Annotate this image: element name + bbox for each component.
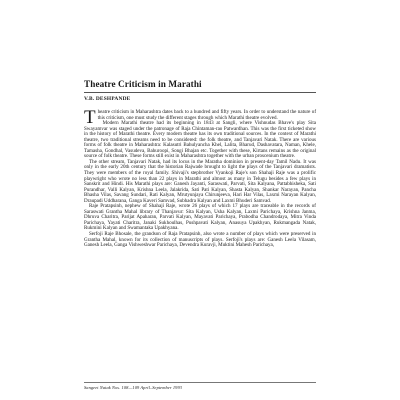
title-rule <box>84 92 316 93</box>
paragraph-5: Serfoji Raje Bhosale, the grandson of Raja Pratapsinh, also wrote a number of plays which were preserved in Grantha Mahal, known for its collection of manuscripts of plays. Serfoji's plays are: Ganesh Leela Vilasam, Ganesh Leela, Ganga Vishweshwar Parichaya, Devendra Kuravji, Muktini Mahesh Parichaya, <box>84 231 316 249</box>
paragraph-4: Raje Pratapsinh, nephew of Shahaji Raje, wrote 26 plays of which 17 plays are traceable in the records of Saraswati Grantha Mahal library of Thanjavur: Sita Kalyan, Usha Kalyan, Laxmi Parichaya, Krishna Janma, Dhruva Charitra, Parijat Apaharan, Parvati Kalyan, Mayavati Parichaya, Prabodha Chandrodaya, Mitra Vinda Parichaya, Yayati Charitra, Janaki Sukhoulhas, Pushpavati Kalyan, Anasuya Upakhyan, Rukmangada Natak, Rukmini Kalyan and Swamantaka Upakhyana. <box>84 203 316 232</box>
paragraph-2: Modern Marathi theatre had its beginning in 1843 at Sangli, where Vishnudas Bhave's play Sita Swayamvar was staged under the patronage of Raja Chintaman-rao Patwardhan. This was the first ticketed show in the history of Marathi theatre. Every modern theatre has its own traditional sources. In the context of Marathi theatre, two traditional streams need to be considered: the folk theatre, and Tanjavari Natak. There are various forms of folk theatre in Maharashtra: Kalasutri Bahulyancha Khel, Lalita, Bharud, Dashavatara, Naman, Khele, Tamasha, Gondhal, Vasudeva, Bahuroopi, Songi Bhajan etc. Together with these, Kirtans remains as the original source of folk theatre. These forms still exist in Maharashtra together with the urban proscenium theatre. <box>84 120 316 160</box>
article-title: Theatre Criticism in Marathi <box>84 79 202 89</box>
paragraph-3: The other stream, Tanjavari Natak, had its locus in the Maratha dominion in present-day Tamil Nadu. It was only in the early 20th century that the historian Rajwade brought to light the plays of the Tanjavari dramatists. They were members of the royal family. Shivaji's stepbrother Vyankoji Raje's son Shahaji Raje was a prolific playwright who wrote no less than 22 plays in Marathi and almost as many in Telugu besides a few plays in Sanskrit and Hindi. His Marathi plays are: Ganesh Jayanti, Saraswati, Parvati, Sita Kalyana, Pattabhisheka, Sati Purandhar, Valli Kalyan, Krishna Leela, Jalakrida, Sati Pati Kalyan, Shasta Kalyan, Shankar Narayan, Pancha Bhasha Vilas, Savang Sundari, Rati Kalyan, Mrutyunjaya Chirunjeeva, Hari Har Vilas, Laxmi Narayan Kalyan, Draupadi Uddharana, Ganga Kaveri Samvad, Subhadra Kalyan and Laxmi Bhuderi Samvad. <box>84 158 316 204</box>
author-name: V.B. DESHPANDE <box>84 96 131 102</box>
drop-cap: T <box>84 107 96 128</box>
paragraph-1-text: heatre criticism in Maharashtra dates back to a hundred and fifty years. In order to understand the nature of this criticism, one must study the different stages through which Marathi theatre evolved. <box>97 109 316 121</box>
journal-footer: Sangeet Natak Nos. 108—109 April–September 1993 <box>84 385 183 390</box>
footer-rule <box>84 382 316 383</box>
article-body <box>84 107 316 249</box>
